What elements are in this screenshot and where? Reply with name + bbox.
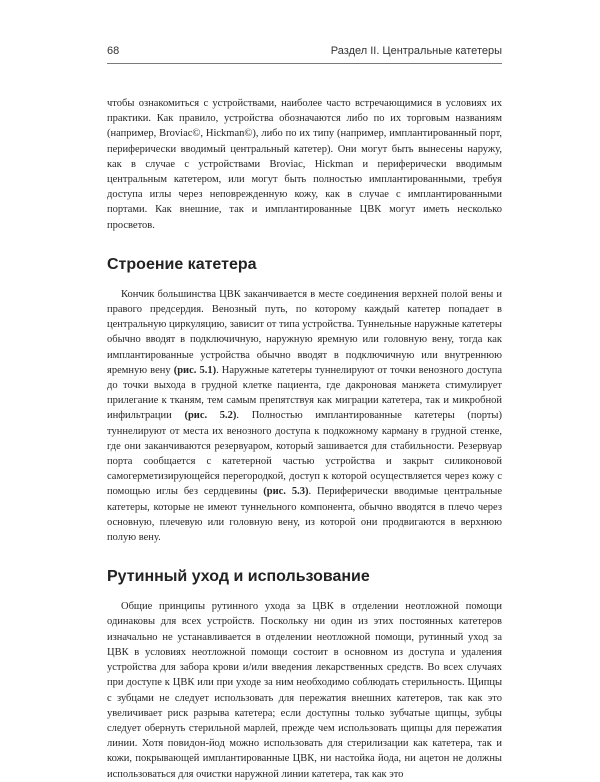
catheter-structure-paragraph xyxy=(107,287,502,545)
page-number: 68 xyxy=(107,45,120,57)
running-header xyxy=(107,45,502,65)
section-title: Раздел II. Центральные катетеры xyxy=(330,45,502,57)
page-body xyxy=(107,96,502,782)
text-segment: Кончик большинства ЦВК заканчивается в месте соединения верхней полой вены и правого предсердия. Венозный путь, по которому каждый катетер попадает в центральную циркуляцию, зависит от типа устройства. Туннельные наружные катетеры обычно вводят в подключичную, наружную яремную или головную вену, тогда как имплантированные устройства обычно вводят в подключичную или внутреннюю яремную вену xyxy=(107,288,502,376)
text-segment: . Наружные катетеры туннелируют от точки венозного доступа до точки выхода в грудной клетке пациента, где дакроновая манжета стимулирует прилегание к тканям, тем самым препятствуя как миграции катетера, так и микробной инфильтрации xyxy=(107,364,502,422)
intro-paragraph: чтобы ознакомиться с устройствами, наиболее часто встречающимися в условиях их практики. Как правило, устройства обозначаются либо по их торговым названиям (например, Broviac©, Hickman©), либо по их типу (например, имплантированный порт, периферически вводимый центральный катетер). Они могут быть вынесены наружу, как в случае с устройствами Broviac, Hickman и периферически вводимым центральным катетером, или могут быть полностью имплантированными, требуя доступа иглы через неповрежденную кожу, как в случае с имплантированными портами. Как внешние, так и имплантированные ЦВК могут иметь несколько просветов. xyxy=(107,98,502,231)
figure-ref-5-3: (рис. 5.3) xyxy=(263,486,309,498)
text-segment: . Полностью имплантированные катетеры (порты) туннелируют от места их венозного доступа к подкожному карману в грудной стенке, где они заканчиваются резервуаром, который зашивается для стабильности. Резервуар порта сообщается с катетерной частью устройства и закрыт силиконовой самогерметизирующейся перегородкой, доступ к которой осуществляется через кожу с помощью иглы без сердцевины xyxy=(107,410,502,498)
heading-routine-care: Рутинный уход и использование xyxy=(107,568,370,586)
figure-ref-5-2: (рис. 5.2) xyxy=(184,410,237,422)
routine-care-paragraph: Общие принципы рутинного ухода за ЦВК в отделении неотложной помощи одинаковы для всех устройств. Поскольку ни один из этих постоянных катетеров изначально не устанавливается в отделении неотложной помощи, рутинный уход за ЦВК в условиях неотложной помощи состоит в основном из доступа и удаления устройства для забора крови и/или введения лекарственных средств. Во всех случаях при доступе к ЦВК или при уходе за ним необходимо соблюдать стерильность. Щипцы с зубцами не следует использовать для пережатия внешних катетеров, так как это увеличивает риск разрыва катетера; если доступны только зубчатые щипцы, зубцы следует обернуть стерильной марлей, прежде чем использовать щипцы для пережатия линии. Хотя повидон-йод можно использовать для стерилизации как катетера, так и кожи, покрывающей имплантированные ЦВК, ни настойка йода, ни ацетон не должны использоваться для очистки наружной линии катетера, так как это xyxy=(107,601,502,780)
text-segment: . Периферически вводимые центральные катетеры, которые не имеют туннельного компонента, обычно вводятся в плечо через основную, плечевую или головную вену, из которой они продвигаются в верхнюю полую вену. xyxy=(107,486,502,544)
heading-catheter-structure: Строение катетера xyxy=(107,255,257,273)
figure-ref-5-1: (рис. 5.1) xyxy=(173,364,217,376)
header-rule xyxy=(107,63,502,64)
